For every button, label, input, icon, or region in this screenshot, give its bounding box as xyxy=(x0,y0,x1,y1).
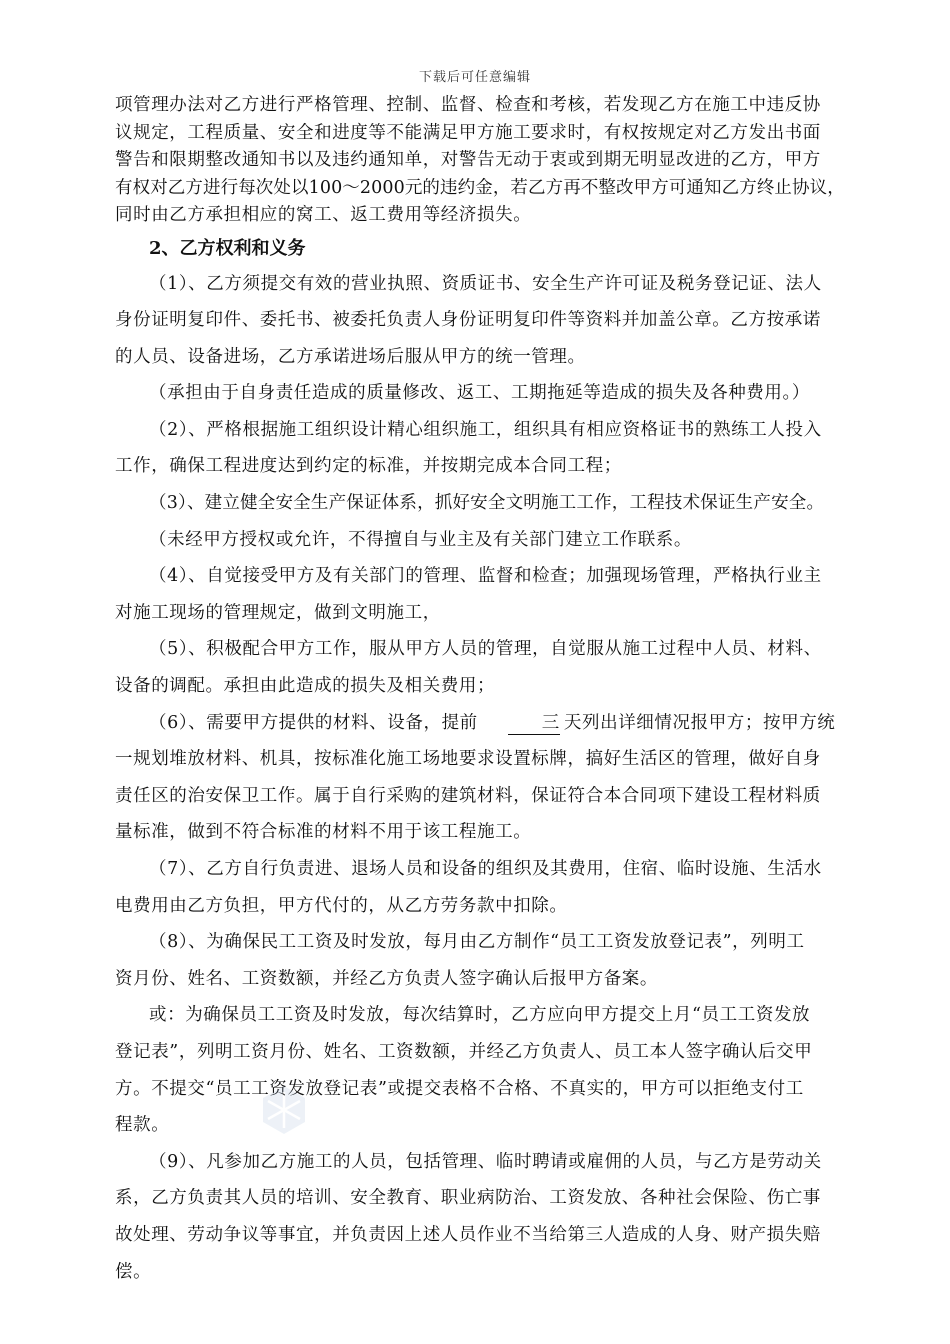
text-line: 设备的调配。承担由此造成的损失及相关费用； xyxy=(115,676,496,697)
text-line: 程款。 xyxy=(115,1115,170,1136)
clause-4 xyxy=(115,558,879,631)
text-line: 资月份、姓名、工资数额，并经乙方负责人签字确认后报甲方备案。 xyxy=(115,968,658,989)
text-line: 登记表”，列明工资月份、姓名、工资数额，并经乙方负责人、员工本人签字确认后交甲 xyxy=(115,1041,813,1062)
section-title: 2、乙方权利和义务 xyxy=(149,237,306,259)
snowflake-watermark-icon xyxy=(258,1084,310,1136)
text-line: 警告和限期整改通知书以及违约通知单，对警告无动于衷或到期无明显改进的乙方，甲方 xyxy=(115,150,821,170)
text-line: 对施工现场的管理规定，做到文明施工， xyxy=(115,602,441,623)
clause-6-text-before: （6）、需要甲方提供的材料、设备，提前 xyxy=(149,712,478,733)
text-line: 责任区的治安保卫工作。属于自行采购的建筑材料，保证符合本合同项下建设工程材料质 xyxy=(115,785,821,806)
intro-paragraph xyxy=(115,92,879,230)
clause-2 xyxy=(115,412,879,485)
text-line: （4）、自觉接受甲方及有关部门的管理、监督和检查；加强现场管理，严格执行业主 xyxy=(149,566,822,587)
page-header: 下载后可任意编辑 xyxy=(418,70,531,85)
text-line: （3）、建立健全安全生产保证体系，抓好安全文明施工工作，工程技术保证生产安全。 xyxy=(149,493,825,514)
days-blank-field: 三 xyxy=(508,712,560,735)
text-line: （9）、凡参加乙方施工的人员，包括管理、临时聘请或雇佣的人员，与乙方是劳动关 xyxy=(149,1151,822,1172)
text-line: 电费用由乙方负担，甲方代付的，从乙方劳务款中扣除。 xyxy=(115,895,568,916)
text-line: （未经甲方授权或允许，不得擅自与业主及有关部门建立工作联系。 xyxy=(149,529,692,550)
clause-7 xyxy=(115,851,879,924)
document-body xyxy=(115,92,879,1290)
text-line: 系，乙方负责其人员的培训、安全教育、职业病防治、工资发放、各种社会保险、伤亡事 xyxy=(115,1188,821,1209)
text-line: （7）、乙方自行负责进、退场人员和设备的组织及其费用，住宿、临时设施、生活水 xyxy=(149,859,822,879)
text-line: 一规划堆放材料、机具，按标准化施工场地要求设置标牌，搞好生活区的管理，做好自身 xyxy=(115,749,821,770)
text-line: 的人员、设备进场，乙方承诺进场后服从甲方的统一管理。 xyxy=(115,346,586,367)
clause-1-note xyxy=(115,375,879,412)
clause-6 xyxy=(115,705,879,851)
text-line: 项管理办法对乙方进行严格管理、控制、监督、检查和考核，若发现乙方在施工中违反协 xyxy=(115,95,821,115)
clause-9 xyxy=(115,1144,879,1290)
text-line: 故处理、劳动争议等事宜，并负责因上述人员作业不当给第三人造成的人身、财产损失赔 xyxy=(115,1224,821,1245)
clause-5 xyxy=(115,631,879,704)
text-line: 工作，确保工程进度达到约定的标准，并按期完成本合同工程； xyxy=(115,456,622,477)
text-line: （5）、积极配合甲方工作，服从甲方人员的管理，自觉服从施工过程中人员、材料、 xyxy=(149,639,822,660)
clause-6-text-after: 天列出详细情况报甲方；按甲方统 xyxy=(563,712,836,733)
text-line: （2）、严格根据施工组织设计精心组织施工，组织具有相应资格证书的熟练工人投入 xyxy=(149,419,822,440)
clause-3 xyxy=(115,485,879,522)
text-line: 方。不提交“员工工资发放登记表”或提交表格不合格、不真实的，甲方可以拒绝支付工 xyxy=(115,1078,804,1099)
text-line: 有权对乙方进行每次处以100～2000元的违约金，若乙方再不整改甲方可通知乙方终止协议， xyxy=(115,177,845,198)
text-line: 偿。 xyxy=(115,1261,152,1282)
clause-8 xyxy=(115,924,879,997)
clause-8-alternative xyxy=(115,997,879,1143)
text-line: （8）、为确保民工工资及时发放，每月由乙方制作“员工工资发放登记表”，列明工 xyxy=(149,932,805,953)
text-line: 或：为确保员工工资及时发放，每次结算时，乙方应向甲方提交上月“员工工资发放 xyxy=(149,1005,811,1026)
clause-1 xyxy=(115,266,879,376)
text-line xyxy=(115,705,879,742)
clause-3-note xyxy=(115,522,879,559)
text-line: 量标准，做到不符合标准的材料不用于该工程施工。 xyxy=(115,822,532,843)
text-line: （承担由于自身责任造成的质量修改、返工、工期拖延等造成的损失及各种费用。） xyxy=(149,383,810,404)
text-line: 议规定，工程质量、安全和进度等不能满足甲方施工要求时，有权按规定对乙方发出书面 xyxy=(115,122,821,143)
text-line: 同时由乙方承担相应的窝工、返工费用等经济损失。 xyxy=(115,205,532,225)
text-line: （1）、乙方须提交有效的营业执照、资质证书、安全生产许可证及税务登记证、法人 xyxy=(149,273,822,294)
text-line: 身份证明复印件、委托书、被委托负责人身份证明复印件等资料并加盖公章。乙方按承诺 xyxy=(115,310,821,331)
